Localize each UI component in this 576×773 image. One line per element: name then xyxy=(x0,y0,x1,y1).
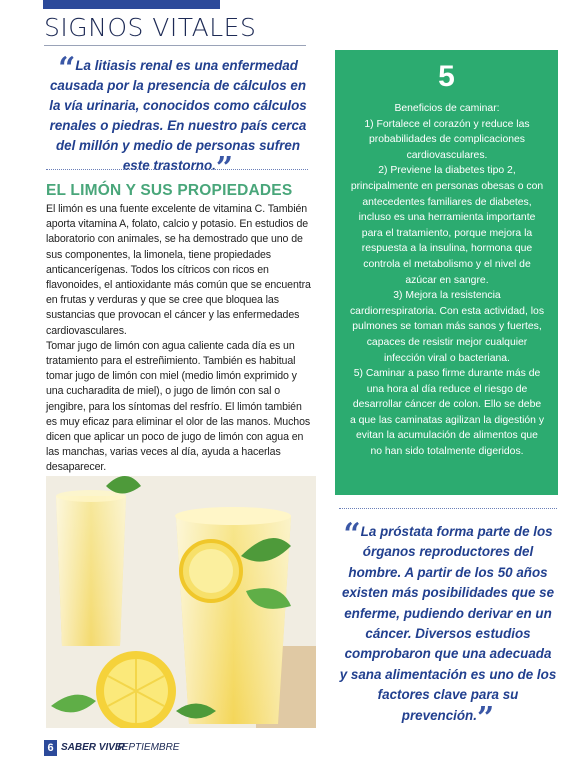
magazine-name: SABER VIVIR xyxy=(61,742,125,753)
lemonade-illustration xyxy=(46,476,316,728)
box-item: 5) Caminar a paso firme durante más de una hora al día reduce el riesgo de desarrollar cáncer de colon. Ello se debe a que las caminatas agilizan la digestión y evitan la acumulación de alimentos que no han sido totalmente digeridos. xyxy=(349,368,545,458)
box-number: 5 xyxy=(438,60,455,93)
pull-quote-kidney xyxy=(46,51,310,186)
box-item: 3) Mejora la resistencia cardiorrespiratoria. Con esta actividad, los pulmones se toman más sanos y fuertes, capaces de resistir mejor cualquier infección viral o bacteriana. xyxy=(349,290,545,364)
article-heading: EL LIMÓN Y SUS PROPIEDADES xyxy=(46,182,293,199)
box-item: 2) Previene la diabetes tipo 2, principalmente en personas obesas o con antecedentes familiares de diabetes, incluso es una herramienta importante para el tratamiento, porque mejora la respuesta a la insulina, hormona que controla el metabolismo y el nivel de azúcar en sangre. xyxy=(350,165,544,286)
title-divider xyxy=(44,45,306,46)
pull-quote-prostate-text: La próstata forma parte de los órganos reproductores del hombre. A partir de los 50 años existen más posibilidades que se enferme, pudiendo derivar en un cáncer. Diversos estudios comprobaron que una adecuada y sana alimentación es uno de los factores clave para su prevención. xyxy=(339,524,557,723)
header-accent-bar xyxy=(43,0,220,9)
open-quote-icon: “ xyxy=(58,51,76,86)
article-paragraph: Tomar jugo de limón con agua caliente cada día es un tratamiento para el estreñimiento. También es habitual tomar jugo de limón con miel (medio limón exprimido y una cucharadita de miel), o jugo de limón con sal o jengibre, para los síntomas del resfrío. El limón también es muy eficaz para eliminar el olor de las manos. Muchos dicen que aplicar un poco de jugo de limón con agua en las manchas, varias veces al día, ayuda a hacerlas desaparecer. xyxy=(46,339,311,474)
close-quote-icon: ” xyxy=(476,700,495,736)
page-number: 6 xyxy=(44,740,57,756)
pull-quote-kidney-text: La litiasis renal es una enfermedad causada por la presencia de cálculos en la vía urinaria, conocidos como cálculos renales o piedras. En nuestro país cerca del millón y medio de personas sufren este trastorno. xyxy=(49,58,307,173)
close-quote-icon: ” xyxy=(215,151,234,186)
box-text xyxy=(349,101,545,460)
section-title: SIGNOS VITALES xyxy=(44,13,257,42)
pull-quote-prostate xyxy=(339,517,557,736)
walking-benefits-box xyxy=(335,50,558,495)
quote-divider xyxy=(339,508,557,509)
article-body xyxy=(46,202,314,476)
quote-divider xyxy=(46,169,308,170)
lemonade-photo xyxy=(46,476,316,728)
issue-month: SEPTIEMBRE xyxy=(115,742,180,753)
box-intro: Beneficios de caminar: xyxy=(394,103,500,114)
box-item: 1) Fortalece el corazón y reduce las probabilidades de complicaciones cardiovasculares. xyxy=(364,118,530,161)
open-quote-icon: “ xyxy=(343,517,361,552)
article-paragraph: El limón es una fuente excelente de vitamina C. También aporta vitamina A, folato, calcio y potasio. En estudios de laboratorio con animales, se ha demostrado que uno de sus componentes, la limonela, tiene propiedades anticancerígenas. Todos los cítricos con ricos en flavonoides, el antioxidante más común que se encuentra en frutas y verduras y que se cree que bloquea las sustancias que provocan el cáncer y las enfermedades cardiovasculares. xyxy=(46,203,311,337)
